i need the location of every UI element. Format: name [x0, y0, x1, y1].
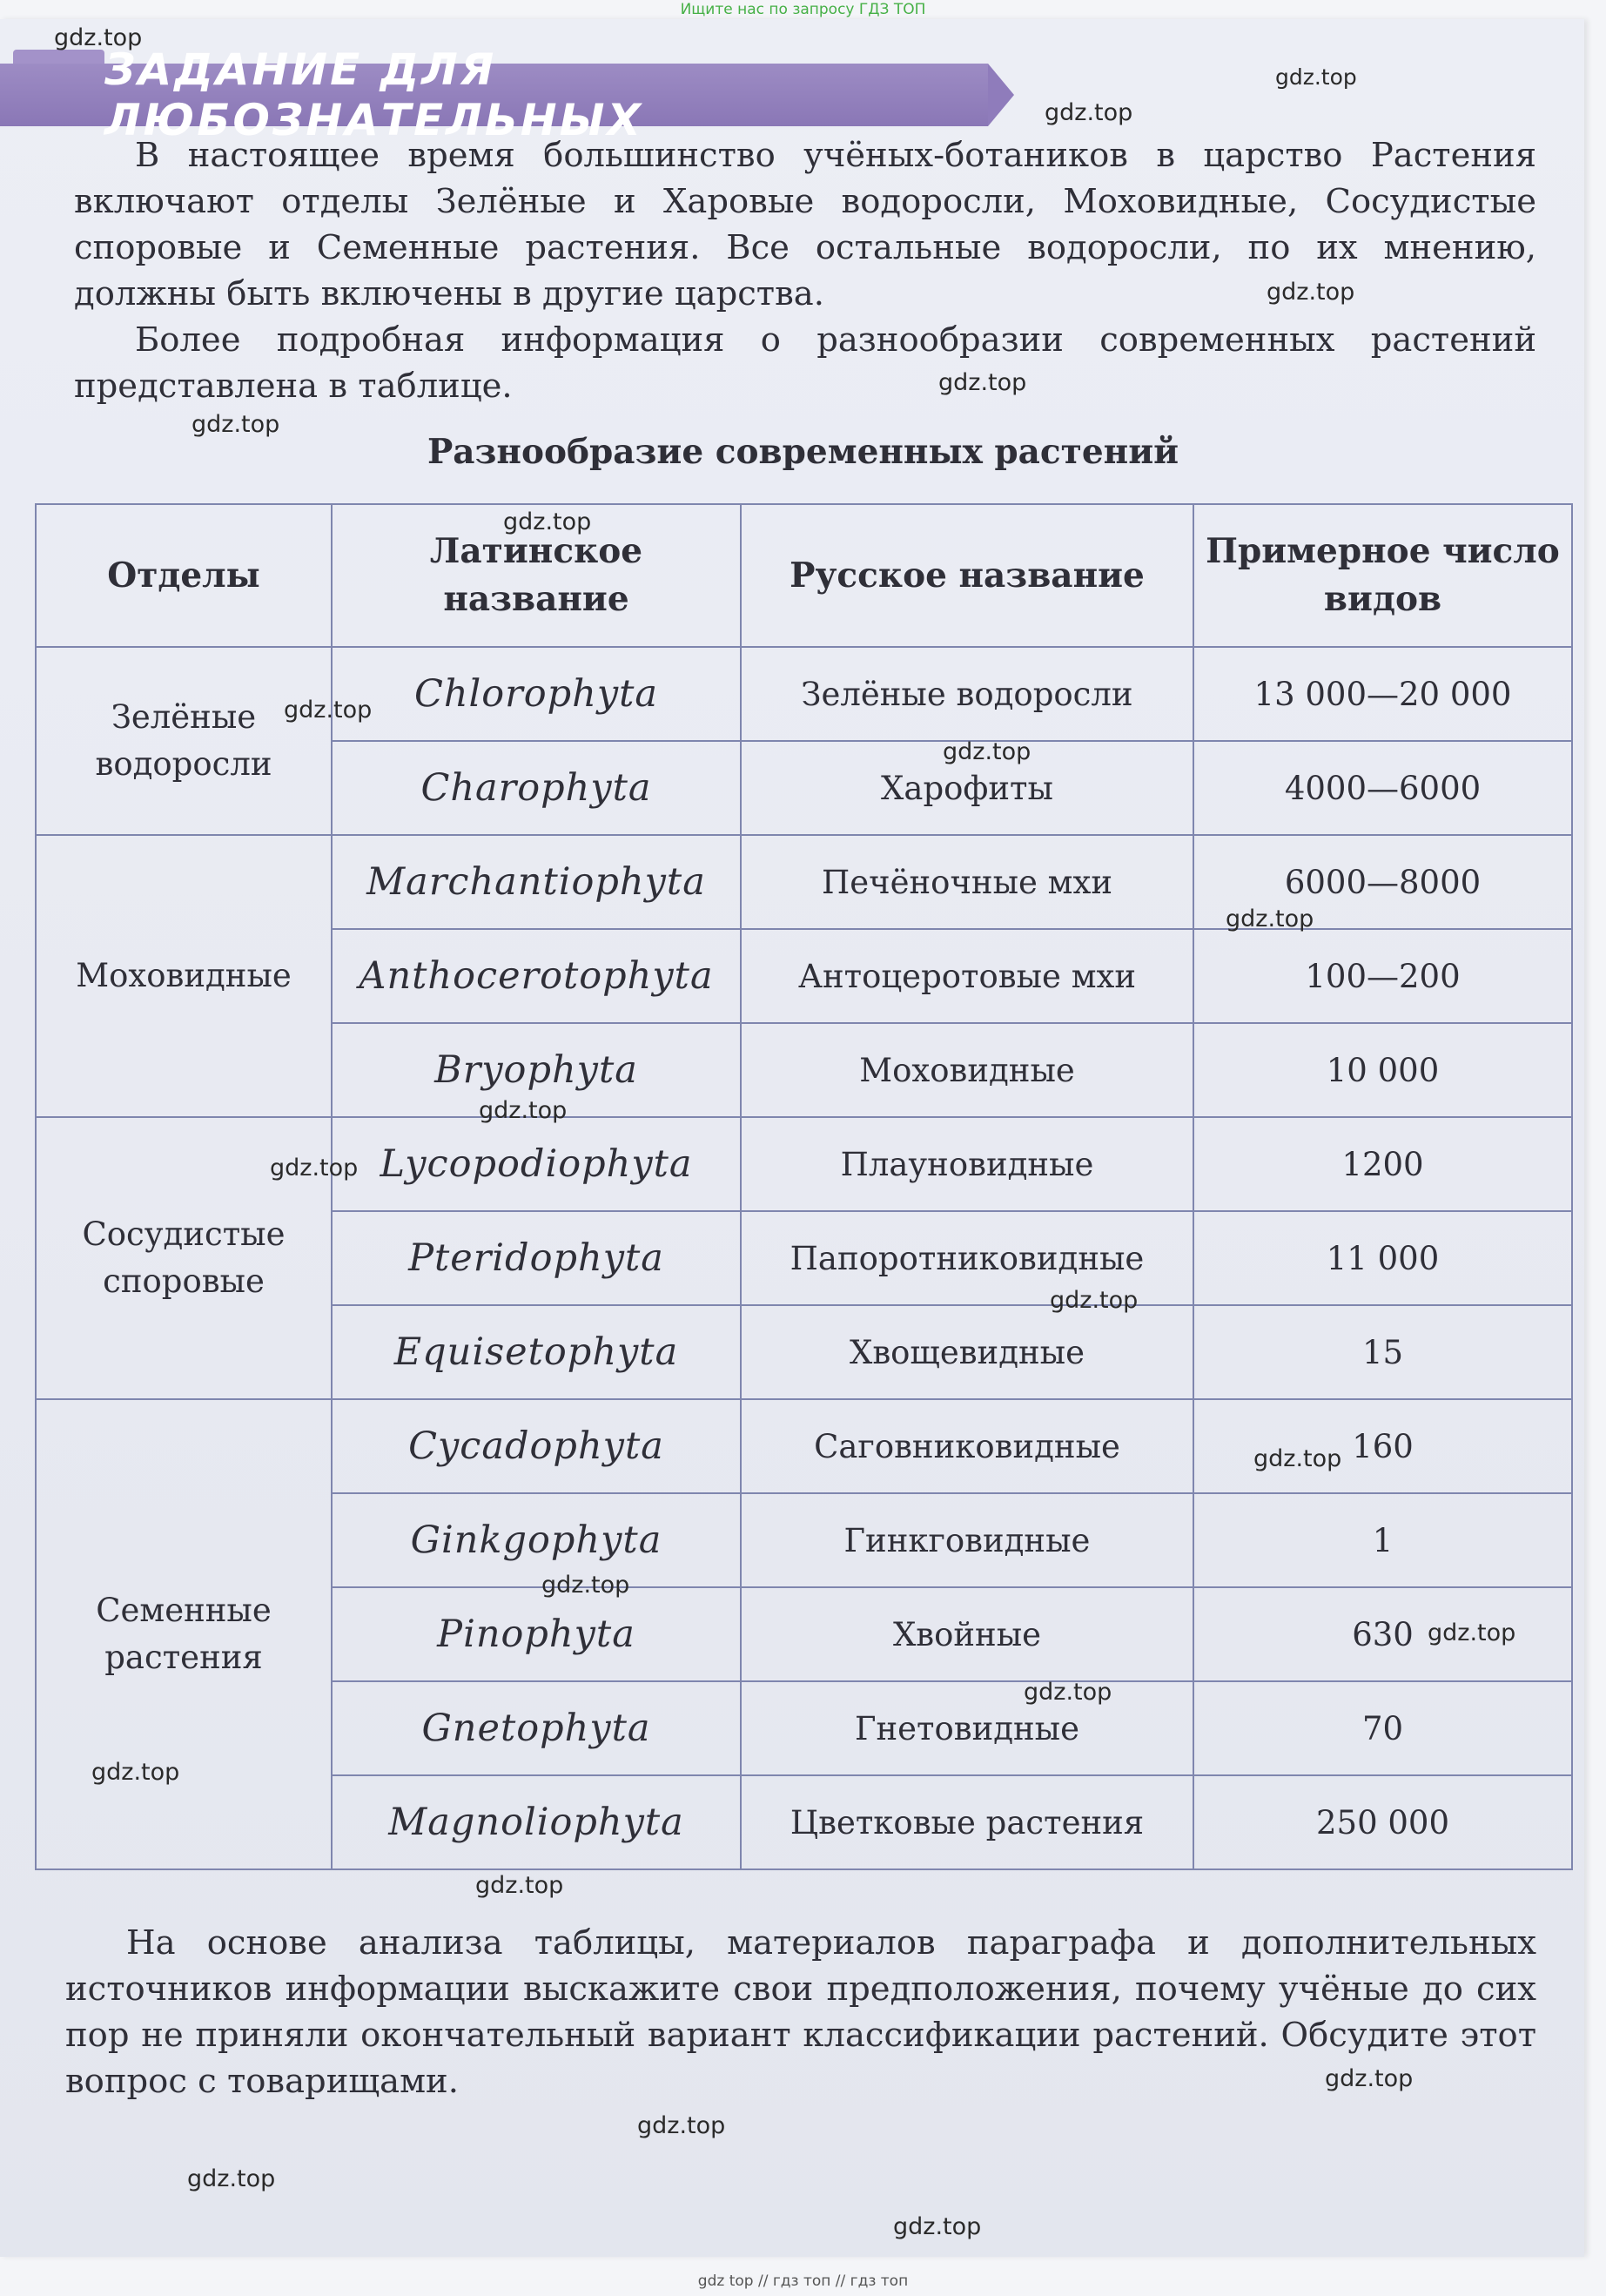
russian-name-cell: Печёночные мхи	[741, 835, 1193, 929]
species-count-cell: 1	[1193, 1493, 1572, 1587]
russian-name-cell: Цветковые растения	[741, 1775, 1193, 1869]
watermark: gdz.top	[1325, 2065, 1414, 2092]
table-row	[36, 835, 1572, 929]
division-cell: Зелёные водоросли	[36, 647, 332, 835]
banner-title: ЗАДАНИЕ ДЛЯ ЛЮБОЗНАТЕЛЬНЫХ	[104, 44, 644, 145]
watermark: gdz.top	[187, 2165, 276, 2192]
watermark: gdz.top	[1226, 906, 1314, 933]
table-title: Разнообразие современных растений	[427, 432, 1179, 472]
species-count-cell: 160	[1193, 1399, 1572, 1493]
watermark: gdz.top	[284, 697, 373, 724]
watermark: gdz.top	[1024, 1679, 1112, 1706]
russian-name-cell: Саговниковидные	[741, 1399, 1193, 1493]
watermark: gdz.top	[541, 1572, 630, 1599]
species-count-cell: 6000—8000	[1193, 835, 1572, 929]
russian-name-cell: Гнетовидные	[741, 1681, 1193, 1775]
bottom-note: gdz top // гдз топ // гдз топ	[697, 2272, 909, 2290]
species-count-cell: 10 000	[1193, 1023, 1572, 1117]
division-cell: Моховидные	[36, 835, 332, 1117]
plant-diversity-table	[35, 503, 1573, 1870]
watermark: gdz.top	[1267, 279, 1355, 306]
species-count-cell: 630	[1193, 1587, 1572, 1681]
latin-name-cell: Magnoliophyta	[332, 1775, 741, 1869]
header-species-count: Примерное число видов	[1193, 504, 1572, 647]
division-cell: Сосудистые споровые	[36, 1117, 332, 1399]
intro-text-2: Более подробная информация о разнообразии современных растений представлена в таблице.	[74, 320, 1536, 406]
intro-paragraph-2	[74, 317, 1536, 409]
header-latin: Латинское название	[332, 504, 741, 647]
species-count-cell: 70	[1193, 1681, 1572, 1775]
russian-name-cell: Плауновидные	[741, 1117, 1193, 1211]
table-row	[36, 647, 1572, 741]
division-cell: Семенные растения	[36, 1399, 332, 1869]
russian-name-cell: Гинкговидные	[741, 1493, 1193, 1587]
latin-name-cell: Pinophyta	[332, 1587, 741, 1681]
latin-name-cell: Anthocerotophyta	[332, 929, 741, 1023]
latin-name-cell: Pteridophyta	[332, 1211, 741, 1305]
outro-text: На основе анализа таблицы, материалов параграфа и дополнительных источников информации выскажите свои предположения, почему учёные до сих пор не приняли окончательный вариант классификации растений. Обсудите этот вопрос с товарищами.	[65, 1923, 1536, 2101]
latin-name-cell: Lycopodiophyta	[332, 1117, 741, 1211]
watermark: gdz.top	[1253, 1445, 1342, 1472]
banner-ribbon	[0, 44, 988, 145]
watermark: gdz.top	[893, 2213, 982, 2240]
russian-name-cell: Моховидные	[741, 1023, 1193, 1117]
latin-name-cell: Ginkgophyta	[332, 1493, 741, 1587]
species-count-cell: 11 000	[1193, 1211, 1572, 1305]
latin-name-cell: Marchantiophyta	[332, 835, 741, 929]
watermark: gdz.top	[270, 1155, 359, 1182]
species-count-cell: 1200	[1193, 1117, 1572, 1211]
russian-name-cell: Антоцеротовые мхи	[741, 929, 1193, 1023]
latin-name-cell: Cycadophyta	[332, 1399, 741, 1493]
outro-paragraph	[65, 1920, 1536, 2104]
latin-name-cell: Equisetophyta	[332, 1305, 741, 1399]
header-russian: Русское название	[741, 504, 1193, 647]
watermark: gdz.top	[192, 411, 280, 438]
russian-name-cell: Харофиты	[741, 741, 1193, 835]
watermark: gdz.top	[475, 1872, 564, 1899]
watermark: gdz.top	[637, 2112, 726, 2139]
watermark: gdz.top	[1050, 1287, 1139, 1314]
latin-name-cell: Charophyta	[332, 741, 741, 835]
species-count-cell: 15	[1193, 1305, 1572, 1399]
banner-tab	[13, 50, 104, 64]
watermark: gdz.top	[938, 369, 1027, 396]
latin-name-cell: Chlorophyta	[332, 647, 741, 741]
watermark: gdz.top	[1428, 1619, 1516, 1646]
latin-name-cell: Bryophyta	[332, 1023, 741, 1117]
watermark: gdz.top	[1045, 99, 1133, 126]
species-count-cell: 100—200	[1193, 929, 1572, 1023]
watermark: gdz.top	[479, 1097, 568, 1124]
watermark: gdz.top	[91, 1759, 180, 1786]
latin-name-cell: Gnetophyta	[332, 1681, 741, 1775]
watermark: gdz.top	[943, 738, 1031, 765]
watermark: gdz.top	[54, 24, 143, 51]
species-count-cell: 13 000—20 000	[1193, 647, 1572, 741]
species-count-cell: 250 000	[1193, 1775, 1572, 1869]
task-banner	[0, 44, 1014, 145]
intro-text-1: В настоящее время большинство учёных-ботаников в царство Растения включают отделы Зелёные и Харовые водоросли, Моховидные, Сосудистые споровые и Семенные растения. Все остальные водоросли, по их мнению, должны быть включены в другие царства.	[74, 136, 1536, 313]
watermark: gdz.top	[503, 508, 592, 535]
table-header-row	[36, 504, 1572, 647]
species-count-cell: 4000—6000	[1193, 741, 1572, 835]
top-note: Ищите нас по запросу ГДЗ ТОП	[680, 1, 926, 18]
russian-name-cell: Зелёные водоросли	[741, 647, 1193, 741]
table-row	[36, 1117, 1572, 1211]
russian-name-cell: Папоротниковидные	[741, 1211, 1193, 1305]
russian-name-cell: Хвощевидные	[741, 1305, 1193, 1399]
russian-name-cell: Хвойные	[741, 1587, 1193, 1681]
watermark: gdz.top	[1275, 64, 1357, 90]
header-divisions: Отделы	[36, 504, 332, 647]
